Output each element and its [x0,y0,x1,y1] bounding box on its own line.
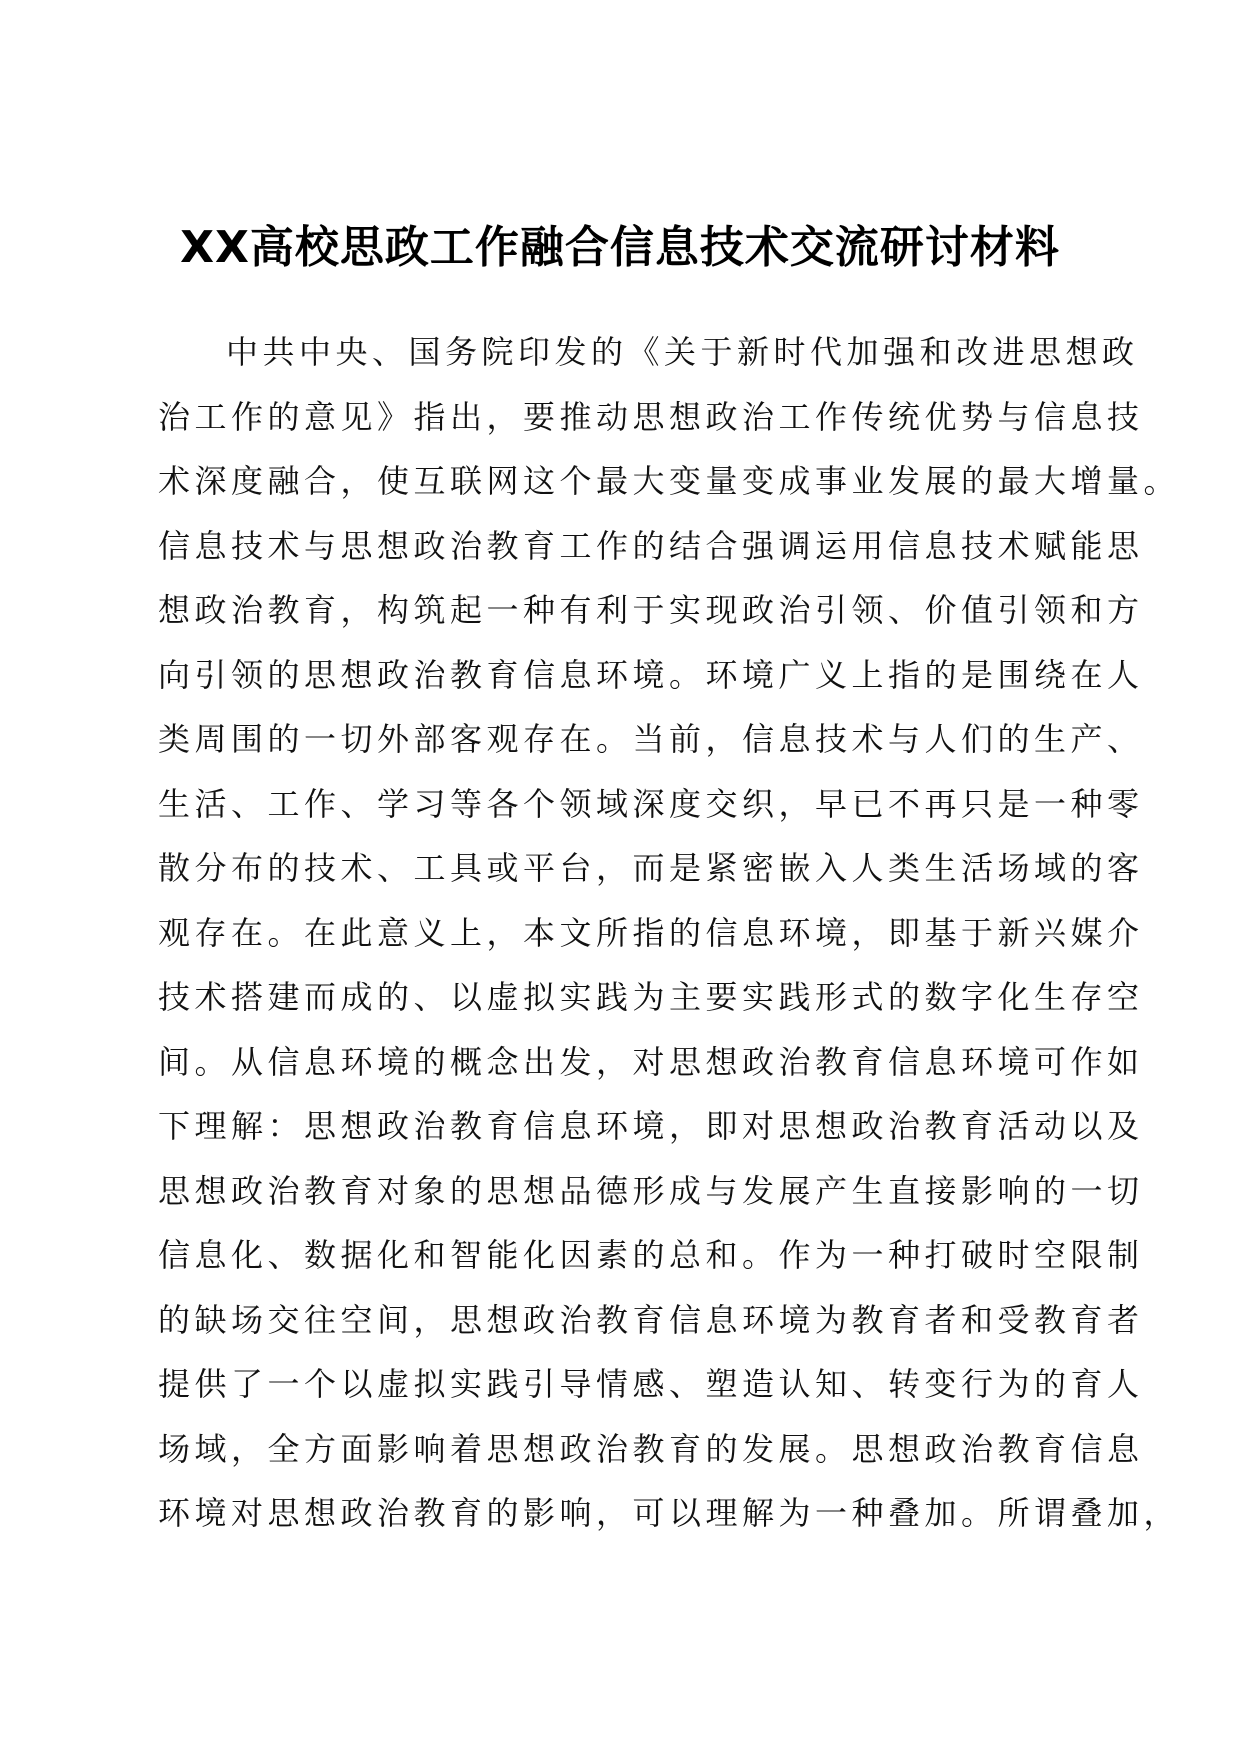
paragraph-line: 环境对思想政治教育的影响，可以理解为一种叠加。所谓叠加， [158,1494,1181,1532]
paragraph-line: 术深度融合，使互联网这个最大变量变成事业发展的最大增量。 [158,462,1181,500]
paragraph-line: 类周围的一切外部客观存在。当前，信息技术与人们的生产、 [158,720,1144,758]
paragraph-line: 想政治教育，构筑起一种有利于实现政治引领、价值引领和方 [158,591,1144,629]
paragraph-line: 散分布的技术、工具或平台，而是紧密嵌入人类生活场域的客 [158,849,1144,887]
body-paragraph [158,320,1181,1546]
paragraph-line: 间。从信息环境的概念出发，对思想政治教育信息环境可作如 [158,1042,1144,1081]
paragraph-line: 信息技术与思想政治教育工作的结合强调运用信息技术赋能思 [158,526,1144,565]
paragraph-line: 技术搭建而成的、以虚拟实践为主要实践形式的数字化生存空 [158,978,1144,1016]
paragraph-line: 下理解：思想政治教育信息环境，即对思想政治教育活动以及 [158,1107,1144,1145]
paragraph-line: 思想政治教育对象的思想品德形成与发展产生直接影响的一切 [158,1171,1144,1210]
document-title: XX高校思政工作融合信息技术交流研讨材料 [180,222,1060,273]
paragraph-line: 中共中央、国务院印发的《关于新时代加强和改进思想政 [226,333,1139,371]
paragraph-line: 的缺场交往空间，思想政治教育信息环境为教育者和受教育者 [158,1300,1144,1339]
paragraph-line: 提供了一个以虚拟实践引导情感、塑造认知、转变行为的育人 [158,1365,1144,1403]
paragraph-line: 观存在。在此意义上，本文所指的信息环境，即基于新兴媒介 [158,913,1144,952]
paragraph-line: 向引领的思想政治教育信息环境。环境广义上指的是围绕在人 [158,655,1144,694]
paragraph-line: 治工作的意见》指出，要推动思想政治工作传统优势与信息技 [158,397,1144,436]
paragraph-line: 场域，全方面影响着思想政治教育的发展。思想政治教育信息 [158,1429,1144,1468]
paragraph-line: 信息化、数据化和智能化因素的总和。作为一种打破时空限制 [158,1236,1144,1274]
paragraph-line: 生活、工作、学习等各个领域深度交织，早已不再只是一种零 [158,784,1144,823]
